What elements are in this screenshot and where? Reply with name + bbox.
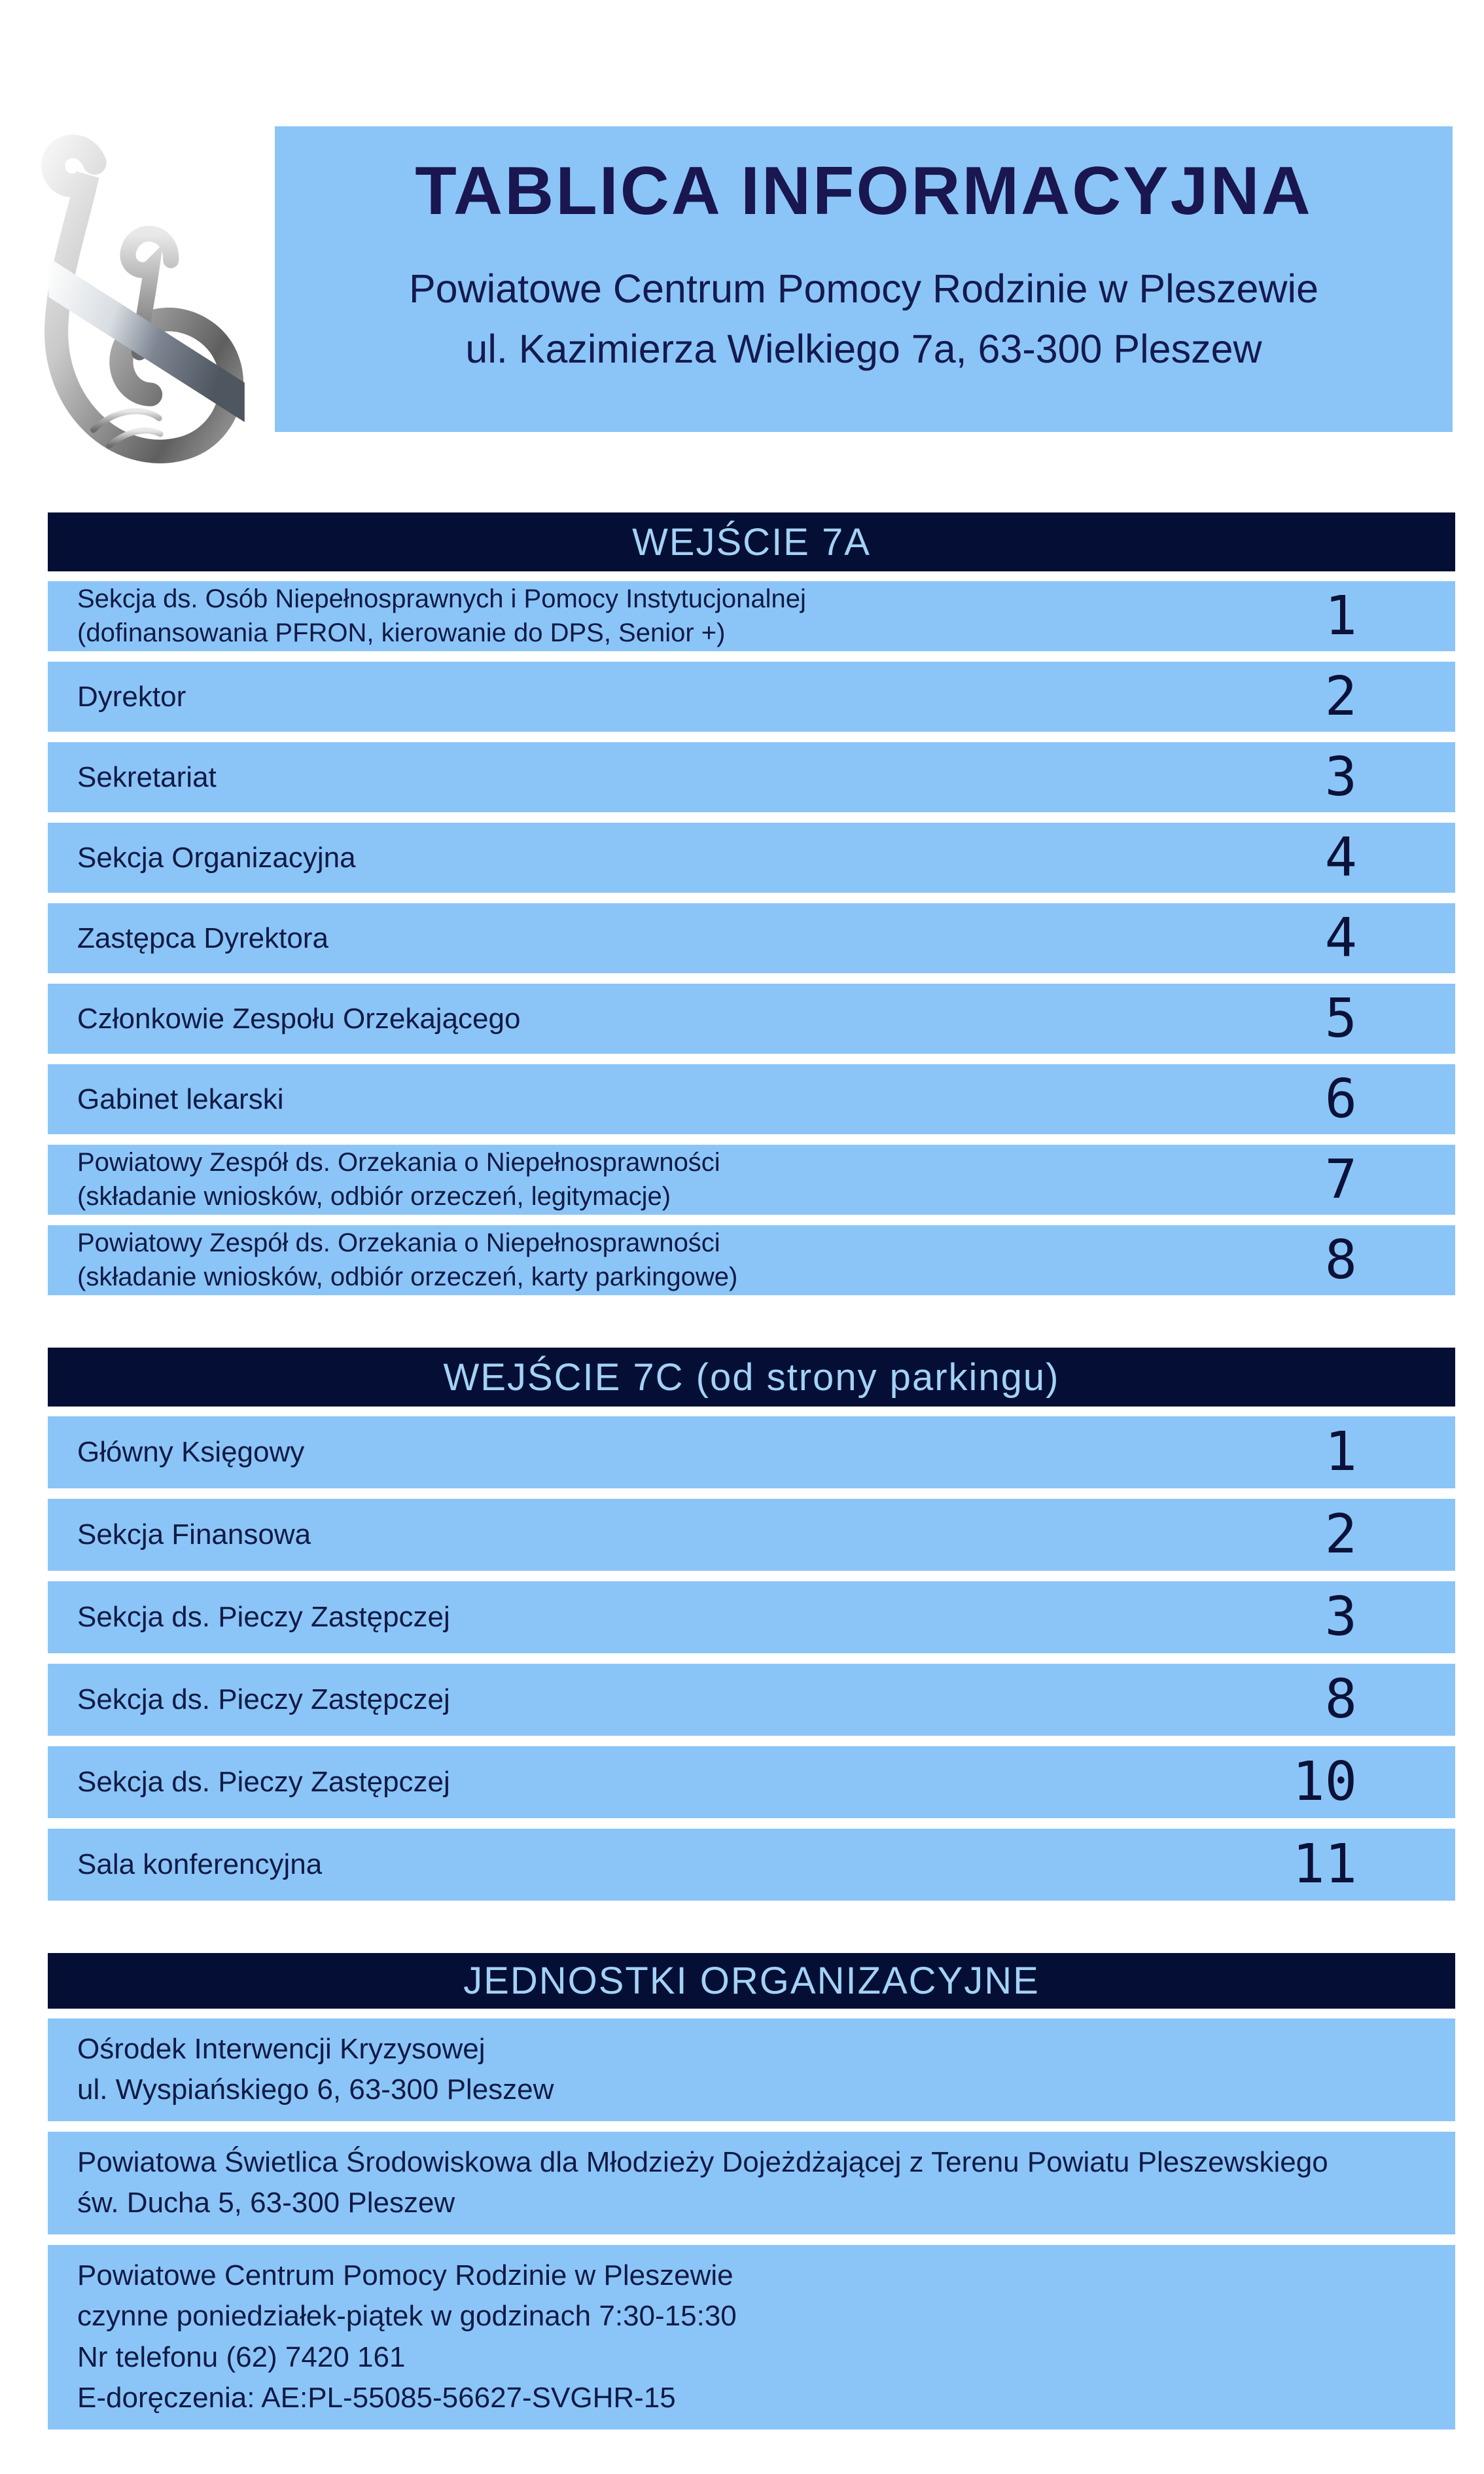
row-label <box>48 1081 283 1118</box>
organization-address: ul. Kazimierza Wielkiego 7a, 63-300 Pleszew <box>465 326 1262 371</box>
row-label-line: Sala konferencyjna <box>77 1848 323 1881</box>
section-heading-label: WEJŚCIE 7A <box>632 520 871 564</box>
row-label-line: Ośrodek Interwencji Kryzysowej <box>77 2033 486 2065</box>
board-row <box>48 1581 1455 1653</box>
board-row <box>48 2018 1455 2121</box>
row-label-line: Sekcja ds. Pieczy Zastępczej <box>77 1766 450 1799</box>
row-label-line: Sekcja ds. Pieczy Zastępczej <box>77 1601 450 1634</box>
room-number: 6 <box>1324 1067 1357 1130</box>
page-title: TABLICA INFORMACYJNA <box>415 153 1313 229</box>
row-label <box>48 1146 720 1213</box>
board-row <box>48 1416 1455 1488</box>
sections <box>48 512 1455 2440</box>
board-row <box>48 662 1455 732</box>
row-label <box>48 1598 450 1636</box>
row-label-line: Dyrektor <box>77 680 186 713</box>
room-number: 3 <box>1324 1586 1357 1648</box>
board-row <box>48 984 1455 1054</box>
board-row <box>48 1829 1455 1901</box>
row-label <box>48 678 186 715</box>
board-row <box>48 2132 1455 2234</box>
row-label-line: (składanie wniosków, odbiór orzeczeń, karty parkingowe) <box>77 1262 738 1291</box>
row-label-line: Sekcja Organizacyjna <box>77 841 356 874</box>
row-label <box>48 839 356 876</box>
row-label <box>48 759 217 796</box>
board-row <box>48 823 1455 893</box>
section-heading-label: JEDNOSTKI ORGANIZACYJNE <box>463 1960 1040 2002</box>
room-number: 1 <box>1324 584 1357 647</box>
row-label <box>48 583 806 649</box>
board-row <box>48 2245 1455 2429</box>
row-label-line: Sekcja ds. Osób Niepełnosprawnych i Pomocy Instytucjonalnej <box>77 584 806 614</box>
board-row <box>48 1225 1455 1295</box>
row-label-line: Sekcja Finansowa <box>77 1518 311 1551</box>
header-block <box>275 126 1453 432</box>
board-row <box>48 1746 1455 1818</box>
board-row <box>48 1499 1455 1571</box>
row-label <box>48 1433 304 1471</box>
row-label-line: Gabinet lekarski <box>77 1083 284 1115</box>
board-row <box>48 1064 1455 1134</box>
organization-logo <box>17 119 267 491</box>
row-label <box>48 2142 1455 2224</box>
row-label <box>48 1763 450 1801</box>
room-number: 10 <box>1292 1751 1357 1813</box>
row-label <box>48 2255 1455 2419</box>
room-number: 4 <box>1324 826 1357 889</box>
room-number: 4 <box>1324 906 1357 969</box>
row-label-line: Zastępca Dyrektora <box>77 922 328 954</box>
board-row <box>48 581 1455 651</box>
room-number: 5 <box>1324 987 1357 1050</box>
row-label <box>48 1516 311 1553</box>
section-heading <box>48 1348 1455 1407</box>
organization-name: Powiatowe Centrum Pomocy Rodzinie w Pleszewie <box>408 266 1318 311</box>
row-label-line: Powiatowy Zespół ds. Orzekania o Niepełnosprawności <box>77 1228 720 1258</box>
row-label <box>48 1000 520 1037</box>
row-label-line: Członkowie Zespołu Orzekającego <box>77 1002 521 1035</box>
row-label-line: Sekretariat <box>77 761 217 793</box>
room-number: 3 <box>1324 745 1357 808</box>
room-number: 7 <box>1324 1148 1357 1211</box>
room-number: 11 <box>1292 1833 1357 1895</box>
row-label-line: św. Ducha 5, 63-300 Pleszew <box>77 2187 455 2219</box>
room-number: 1 <box>1324 1421 1357 1483</box>
row-label <box>48 920 328 957</box>
header-subtitle <box>275 259 1453 379</box>
board-row <box>48 1145 1455 1215</box>
board-row <box>48 742 1455 812</box>
row-label <box>48 1681 450 1718</box>
row-label-line: (dofinansowania PFRON, kierowanie do DPS, Senior +) <box>77 618 726 647</box>
row-label-line: Powiatowy Zespół ds. Orzekania o Niepełnosprawności <box>77 1148 720 1177</box>
board-row <box>48 903 1455 973</box>
room-number: 2 <box>1324 1503 1357 1566</box>
section-heading <box>48 512 1455 571</box>
row-label-line: Nr telefonu (62) 7420 161 <box>77 2340 406 2373</box>
board-row <box>48 1664 1455 1736</box>
row-label-line: Główny Księgowy <box>77 1436 305 1469</box>
row-label <box>48 1227 737 1293</box>
row-label-line: czynne poniedziałek-piątek w godzinach 7:30-15:30 <box>77 2300 737 2333</box>
row-label-line: Sekcja ds. Pieczy Zastępczej <box>77 1683 450 1716</box>
room-number: 8 <box>1324 1668 1357 1730</box>
row-label-line: Powiatowe Centrum Pomocy Rodzinie w Pleszewie <box>77 2259 733 2291</box>
room-number: 8 <box>1324 1228 1357 1291</box>
row-label <box>48 1846 322 1883</box>
section-heading-label: WEJŚCIE 7C (od strony parkingu) <box>443 1355 1060 1399</box>
row-label-line: Powiatowa Świetlica Środowiskowa dla Młodzieży Dojeżdżającej z Terenu Powiatu Pleszewskiego <box>77 2145 1328 2178</box>
row-label-line: (składanie wniosków, odbiór orzeczeń, legitymacje) <box>77 1181 671 1211</box>
section-heading <box>48 1953 1455 2009</box>
row-label <box>48 2029 1455 2111</box>
row-label-line: ul. Wyspiańskiego 6, 63-300 Pleszew <box>77 2073 554 2106</box>
row-label-line: E-doręczenia: AE:PL-55085-56627-SVGHR-15 <box>77 2382 676 2414</box>
room-number: 2 <box>1324 665 1357 728</box>
